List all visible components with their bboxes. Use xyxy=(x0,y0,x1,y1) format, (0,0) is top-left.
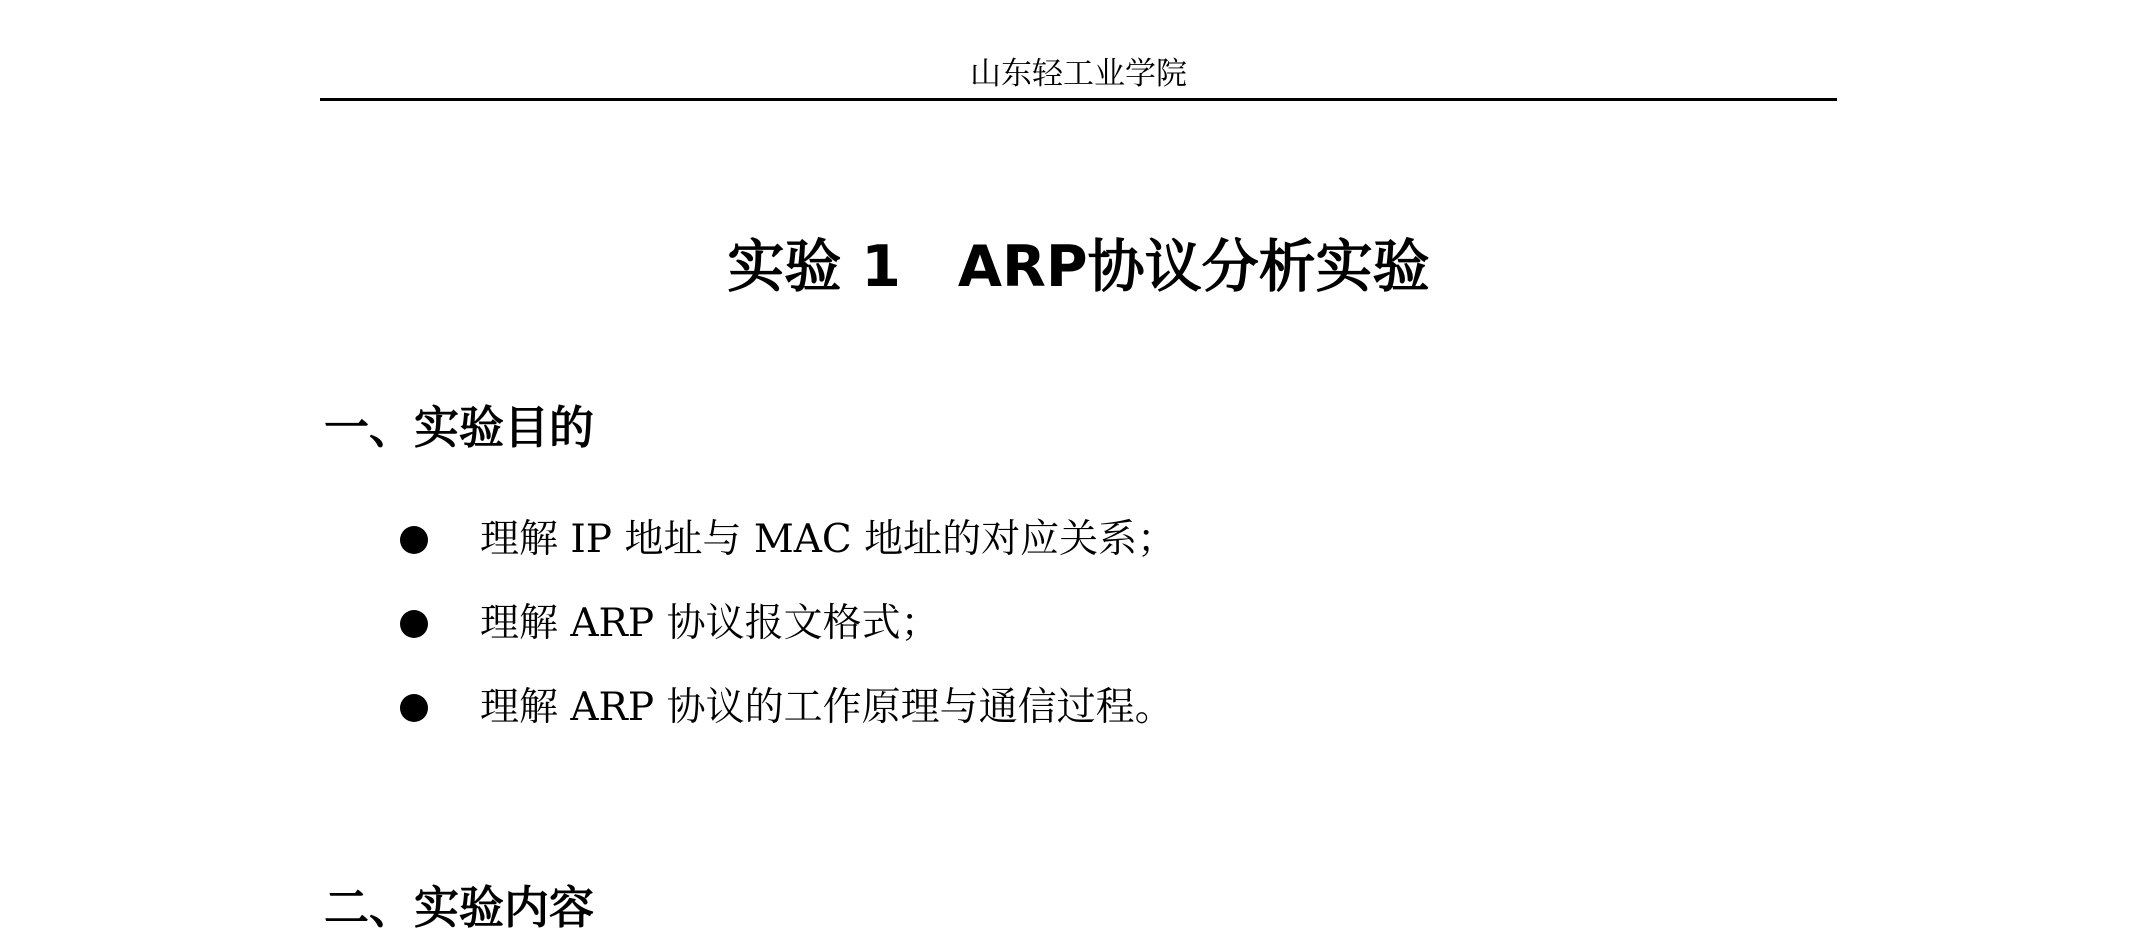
list-item xyxy=(400,666,1176,750)
document-title: 实验 1 ARP协议分析实验 xyxy=(727,234,1430,300)
list-item xyxy=(400,582,1176,666)
objective-text: 理解 ARP 协议报文格式； xyxy=(480,601,940,646)
objectives-list xyxy=(400,498,1176,750)
page-header-institution: 山东轻工业学院 xyxy=(970,56,1187,92)
section-heading-objectives: 一、实验目的 xyxy=(324,401,595,454)
list-item xyxy=(400,498,1176,582)
bullet-icon xyxy=(400,694,428,722)
bullet-icon xyxy=(400,526,428,554)
objective-text: 理解 ARP 协议的工作原理与通信过程。 xyxy=(480,685,1174,730)
objective-text: 理解 IP 地址与 MAC 地址的对应关系； xyxy=(480,517,1177,562)
section-heading-content: 二、实验内容 xyxy=(324,881,595,934)
bullet-icon xyxy=(400,610,428,638)
header-divider xyxy=(320,98,1837,101)
